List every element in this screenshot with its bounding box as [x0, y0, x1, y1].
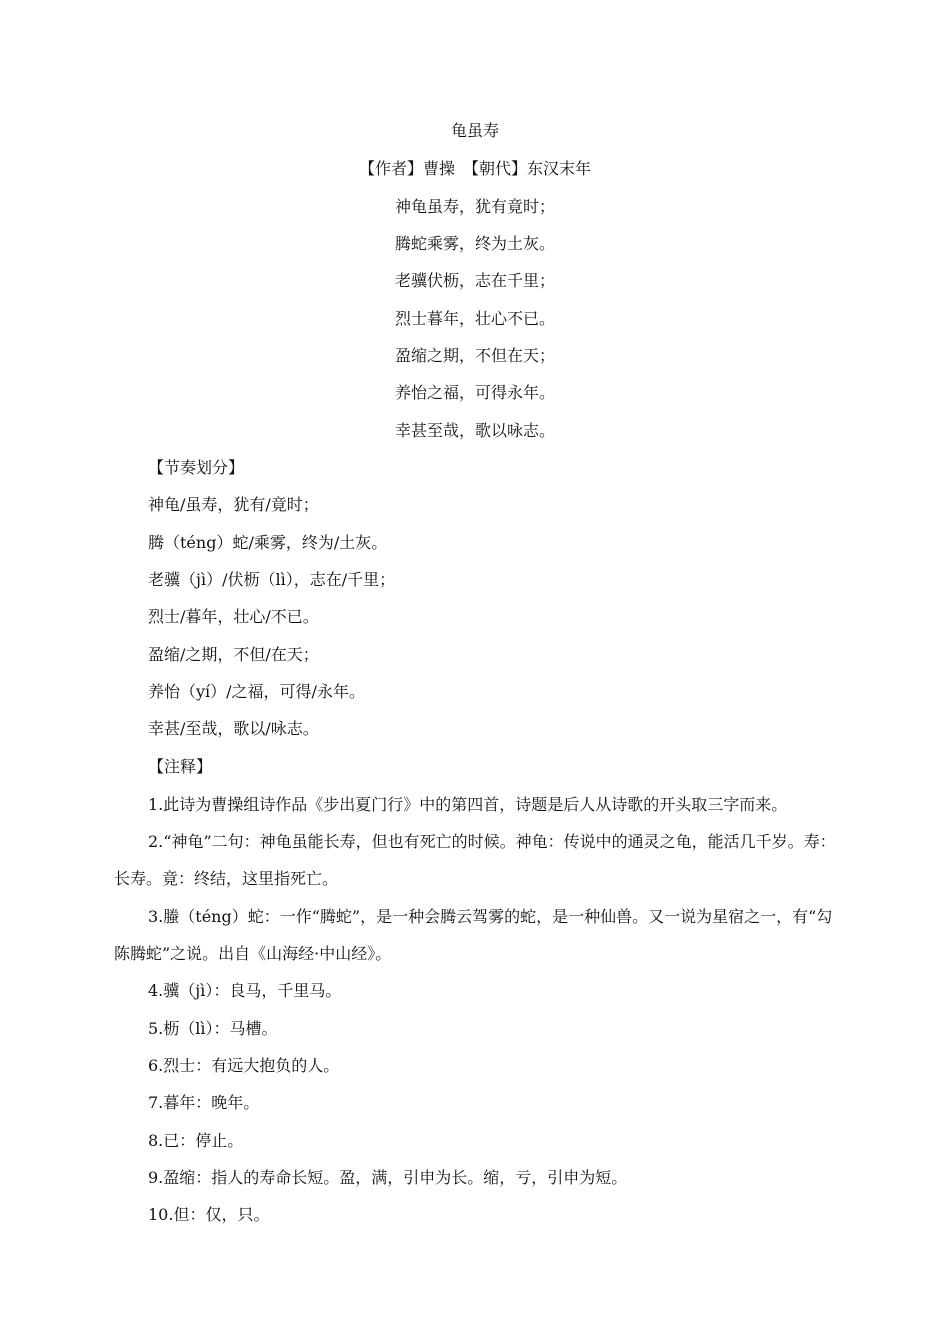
poem-line: 养怡之福，可得永年。	[394, 383, 555, 402]
note-item: 10.但：仅，只。	[148, 1205, 270, 1224]
author-dynasty-line: 【作者】曹操 【朝代】东汉末年	[358, 159, 591, 178]
note-item: 2.“神龟”二句：神龟虽能长寿，但也有死亡的时候。神龟：传说中的通灵之龟，能活几千岁。寿：长寿。竟：终结，这里指死亡。	[114, 832, 836, 888]
poem-line: 盈缩之期，不但在天；	[394, 346, 555, 365]
poem-line: 烈士暮年，壮心不已。	[394, 309, 555, 328]
poem-line: 神龟虽寿，犹有竟时；	[394, 197, 555, 216]
note-item: 8.已：停止。	[148, 1131, 244, 1150]
rhythm-line: 老骥（jì）/伏枥（lì），志在/千里；	[148, 570, 396, 589]
poem-line: 老骥伏枥，志在千里；	[394, 271, 555, 290]
rhythm-line: 烈士/暮年，壮心/不已。	[148, 607, 319, 626]
note-item: 9.盈缩：指人的寿命长短。盈，满，引申为长。缩，亏，引申为短。	[148, 1168, 628, 1187]
poem-title: 龟虽寿	[450, 121, 499, 140]
note-item: 3.螣（téng）蛇：一作“腾蛇”，是一种会腾云驾雾的蛇，是一种仙兽。又一说为星宿之一，有“勾陈腾蛇”之说。出自《山海经·中山经》。	[114, 907, 833, 963]
rhythm-line: 神龟/虽寿，犹有/竟时；	[148, 495, 319, 514]
rhythm-line: 幸甚/至哉，歌以/咏志。	[148, 719, 319, 738]
note-item: 7.暮年：晚年。	[148, 1093, 260, 1112]
rhythm-heading: 【节奏划分】	[148, 458, 245, 477]
note-item: 6.烈士：有远大抱负的人。	[148, 1056, 340, 1075]
poem-line: 幸甚至哉，歌以咏志。	[394, 421, 555, 440]
note-item: 5.枥（lì）：马槽。	[148, 1019, 278, 1038]
notes-heading: 【注释】	[148, 757, 213, 776]
rhythm-line: 盈缩/之期，不但/在天；	[148, 645, 319, 664]
poem-line: 腾蛇乘雾，终为土灰。	[394, 234, 555, 253]
rhythm-line: 养怡（yí）/之福，可得/永年。	[148, 682, 365, 701]
note-item: 1.此诗为曹操组诗作品《步出夏门行》中的第四首，诗题是后人从诗歌的开头取三字而来。	[148, 795, 788, 814]
rhythm-line: 腾（téng）蛇/乘雾，终为/土灰。	[148, 533, 388, 552]
note-item: 4.骥（jì）：良马，千里马。	[148, 981, 342, 1000]
